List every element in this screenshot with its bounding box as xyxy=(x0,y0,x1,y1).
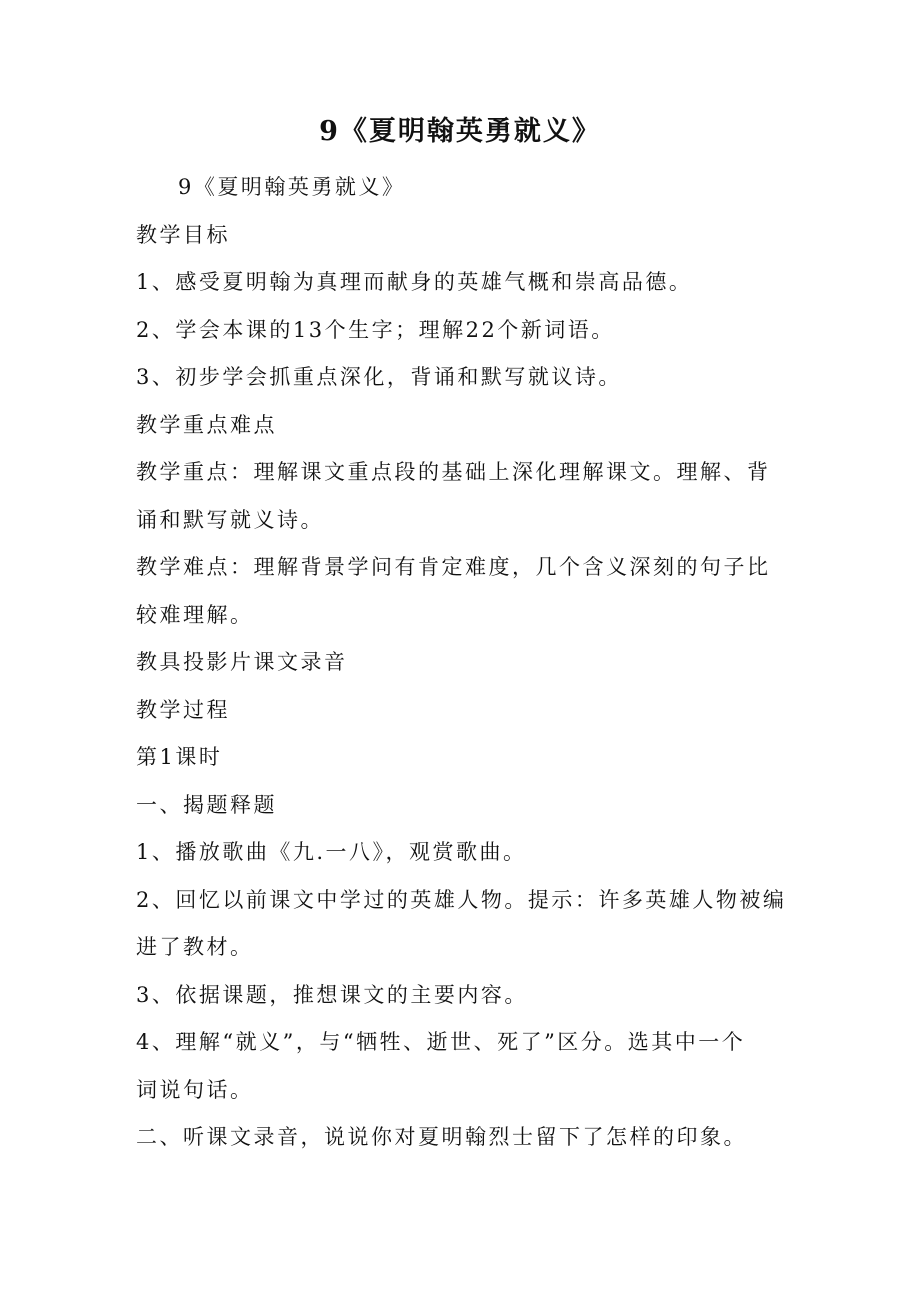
objective-item-1: 1、感受夏明翰为真理而献身的英雄气概和崇高品德。 xyxy=(136,270,693,294)
lesson-period-heading: 第1课时 xyxy=(136,745,223,769)
section-heading-objectives: 教学目标 xyxy=(136,222,230,247)
step-item-4-line-1: 4、理解“就义”，与“牺牲、逝世、死了”区分。选其中一个 xyxy=(136,1030,746,1054)
step-heading-2: 二、听课文录音，说说你对夏明翰烈士留下了怎样的印象。 xyxy=(136,1125,747,1149)
step-item-2-line-1: 2、回忆以前课文中学过的英雄人物。提示：许多英雄人物被编 xyxy=(136,887,787,912)
objective-item-2: 2、学会本课的13个生字；理解22个新词语。 xyxy=(136,317,615,342)
key-point-line-1: 教学重点：理解课文重点段的基础上深化理解课文。理解、背 xyxy=(136,460,771,484)
document-body xyxy=(136,164,786,1162)
section-heading-key-points: 教学重点难点 xyxy=(136,412,277,437)
key-point-line-2: 诵和默写就义诗。 xyxy=(136,507,324,532)
teaching-aids-line: 教具投影片课文录音 xyxy=(136,650,348,674)
step-item-3: 3、依据课题，推想课文的主要内容。 xyxy=(136,982,528,1007)
step-item-1: 1、播放歌曲《九.一八》，观赏歌曲。 xyxy=(136,840,527,864)
subtitle-line: 9《夏明翰英勇就义》 xyxy=(178,175,406,199)
document-title: 9《夏明翰英勇就义》 xyxy=(319,116,601,147)
objective-item-3: 3、初步学会抓重点深化，背诵和默写就议诗。 xyxy=(136,365,622,389)
step-item-2-line-2: 进了教材。 xyxy=(136,935,254,959)
section-heading-process: 教学过程 xyxy=(136,697,230,722)
step-item-4-line-2: 词说句话。 xyxy=(136,1077,254,1102)
difficulty-line-2: 较难理解。 xyxy=(136,602,254,627)
difficulty-line-1: 教学难点：理解背景学问有肯定难度，几个含义深刻的句子比 xyxy=(136,555,771,579)
step-heading-1: 一、揭题释题 xyxy=(136,792,277,817)
